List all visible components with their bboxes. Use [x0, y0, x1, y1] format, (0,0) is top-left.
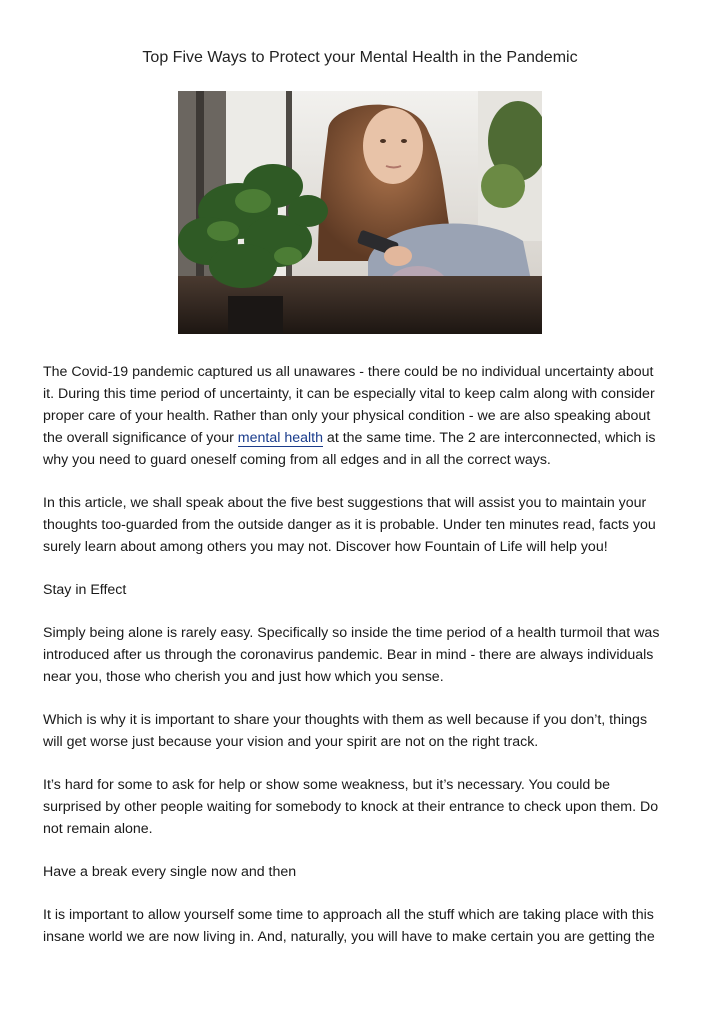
text-segment: at the same time. The 2 are interconnected, which is — [322, 430, 656, 446]
page-title: Top Five Ways to Protect your Mental Health in the Pandemic — [142, 49, 578, 66]
mental-health-link[interactable]: mental health — [237, 430, 323, 446]
text-line: insane world we are now living in. And, naturally, you will have to make certain you are getting the — [43, 929, 655, 945]
text-line: Stay in Effect — [43, 582, 127, 598]
article-body — [43, 361, 683, 969]
text-line: In this article, we shall speak about the five best suggestions that will assist you to maintain your — [43, 495, 647, 511]
text-line: not remain alone. — [43, 821, 153, 837]
text-line: why you need to guard oneself coming from all edges and in all the correct ways. — [43, 452, 551, 468]
article-paragraph — [43, 622, 683, 688]
article-paragraph — [43, 709, 683, 753]
article-paragraph — [43, 904, 683, 948]
section-heading — [43, 861, 683, 883]
article-paragraph — [43, 492, 683, 558]
text-line-with-link — [43, 427, 683, 449]
text-line: introduced after us through the coronavirus pandemic. Bear in mind - there are always individuals — [43, 647, 654, 663]
section-heading — [43, 579, 683, 601]
text-line: It’s hard for some to ask for help or show some weakness, but it’s necessary. You could be — [43, 777, 611, 793]
text-line: Have a break every single now and then — [43, 864, 297, 880]
text-line: proper care of your health. Rather than only your physical condition - we are also speaking about — [43, 408, 651, 424]
intro-paragraph — [43, 361, 683, 471]
text-line: Simply being alone is rarely easy. Specifically so inside the time period of a health turmoil that was — [43, 625, 660, 641]
text-segment: the overall significance of your — [43, 430, 238, 446]
text-line: will get worse just because your vision and your spirit are not on the right track. — [43, 734, 539, 750]
text-line: It is important to allow yourself some time to approach all the stuff which are taking place with this — [43, 907, 654, 923]
text-line: surely learn about among others you may not. Discover how Fountain of Life will help you! — [43, 539, 608, 555]
text-line: it. During this time period of uncertainty, it can be especially vital to keep calm along with consider — [43, 386, 655, 402]
text-line: near you, those who cherish you and just how which you sense. — [43, 669, 444, 685]
article-paragraph — [43, 774, 683, 840]
text-line: Which is why it is important to share your thoughts with them as well because if you don’t, things — [43, 712, 648, 728]
text-line: thoughts too-guarded from the outside danger as it is probable. Under ten minutes read, facts you — [43, 517, 656, 533]
text-line: surprised by other people waiting for somebody to knock at their entrance to check upon them. Do — [43, 799, 659, 815]
article-hero-image — [178, 91, 542, 334]
text-line: The Covid-19 pandemic captured us all unawares - there could be no individual uncertainty about — [43, 364, 654, 380]
